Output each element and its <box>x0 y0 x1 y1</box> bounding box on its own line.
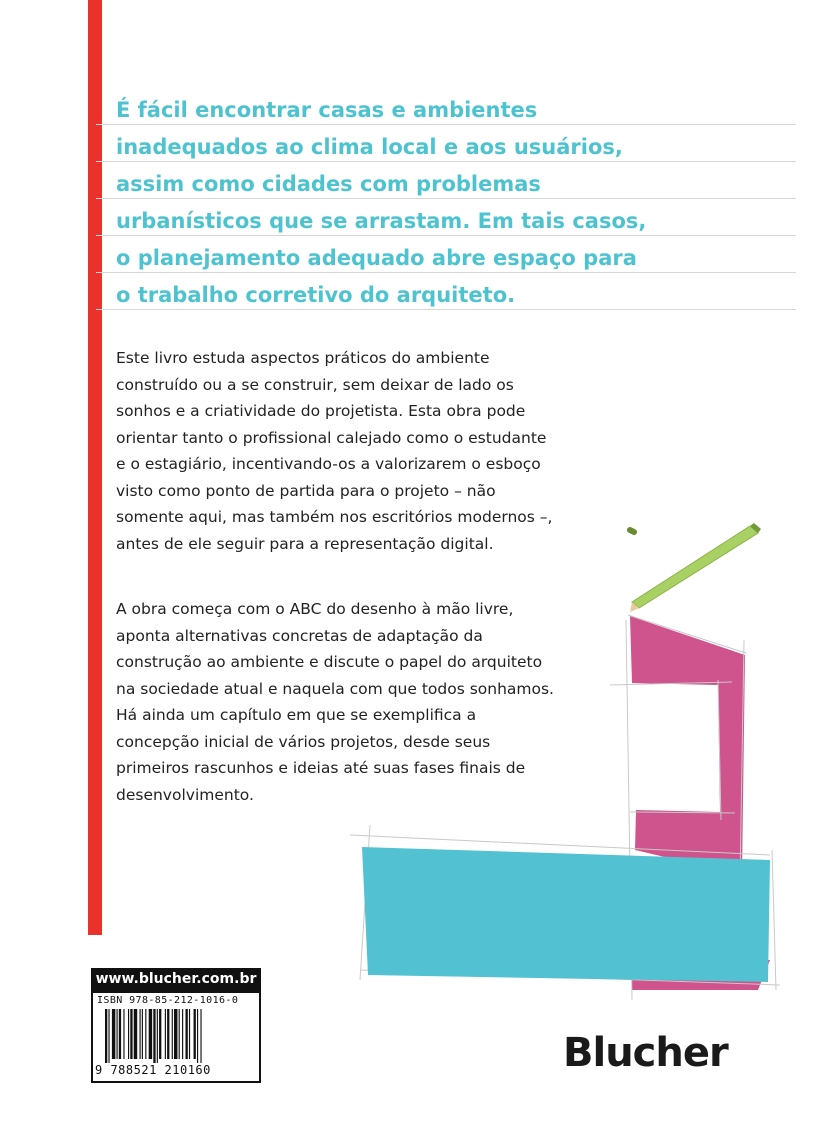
text-line: visto como ponto de partida para o projeto – não <box>116 481 496 500</box>
text-line: concepção inicial de vários projetos, desde seus <box>116 732 491 751</box>
barcode-bar <box>186 1009 188 1059</box>
barcode-bar <box>149 1009 152 1059</box>
barcode-bar <box>145 1009 146 1059</box>
text-line: na sociedade atual e naquela com que todos sonhamos. <box>116 679 554 698</box>
pink-sketch-shape <box>630 616 745 875</box>
pull-quote-line: inadequados ao clima local e aos usuários, <box>116 129 716 166</box>
barcode-bar <box>123 1009 124 1059</box>
barcode-bar <box>108 1009 109 1063</box>
pull-quote <box>116 92 716 314</box>
barcode-bar <box>142 1009 143 1059</box>
pull-quote-line: o planejamento adequado abre espaço para <box>116 240 716 277</box>
pull-quote-line: o trabalho corretivo do arquiteto. <box>116 277 716 314</box>
sketch-illustration <box>340 520 780 1020</box>
text-line: Há ainda um capítulo em que se exemplifica a <box>116 706 477 724</box>
pull-quote-line: assim como cidades com problemas <box>116 166 716 203</box>
barcode-bar <box>182 1009 183 1059</box>
barcode-bar <box>165 1009 166 1059</box>
barcode-digits: 9 788521 210160 <box>95 1063 211 1077</box>
barcode-bar <box>128 1009 129 1059</box>
pull-quote-line: É fácil encontrar casas e ambientes <box>116 92 716 129</box>
barcode-bar <box>174 1009 177 1059</box>
text-line: construído ou a se construir, sem deixar de lado os <box>116 375 514 394</box>
barcode-bar <box>189 1009 190 1059</box>
barcode-bar <box>117 1009 118 1059</box>
text-line: e o estagiário, incentivando-os a valorizarem o esboço <box>116 455 541 473</box>
text-line: antes de ele seguir para a representação digital. <box>116 534 494 553</box>
text-line: Este livro estuda aspectos práticos do ambiente <box>116 349 490 367</box>
pull-quote-line: urbanísticos que se arrastam. Em tais casos, <box>116 203 716 240</box>
text-line: desenvolvimento. <box>116 785 254 804</box>
barcode-bar <box>153 1009 155 1063</box>
barcode-bar <box>112 1009 115 1059</box>
barcode-bar <box>105 1009 107 1063</box>
text-line: primeiros rascunhos e ideias até suas fases finais de <box>116 759 526 777</box>
barcode-bar <box>140 1009 141 1059</box>
pencil-icon <box>630 523 761 612</box>
barcode-bar <box>179 1009 180 1059</box>
text-line: sonhos e a criatividade do projetista. Esta obra pode <box>116 402 526 420</box>
publisher-logo: Blucher <box>563 1030 728 1076</box>
barcode-bar <box>130 1009 132 1059</box>
publisher-website[interactable]: www.blucher.com.br <box>91 968 261 991</box>
barcode-bar <box>167 1009 169 1059</box>
barcode-bar <box>200 1009 201 1063</box>
barcode-bar <box>197 1009 198 1063</box>
isbn-label: ISBN 978-85-212-1016-0 <box>97 995 239 1006</box>
barcode-bar <box>157 1009 158 1063</box>
text-line: somente aqui, mas também nos escritórios modernos –, <box>116 508 553 526</box>
text-line: orientar tanto o profissional calejado como o estudante <box>116 428 547 447</box>
barcode-bar <box>119 1009 121 1059</box>
red-margin-stripe <box>88 0 102 935</box>
barcode-bars <box>105 1009 249 1063</box>
barcode-bar <box>172 1009 173 1059</box>
barcode-bar <box>194 1009 196 1059</box>
cyan-sketch-block <box>362 847 770 982</box>
barcode-bar <box>159 1009 161 1059</box>
text-line: aponta alternativas concretas de adaptação da <box>116 626 483 645</box>
barcode-bar <box>134 1009 137 1059</box>
text-line: construção ao ambiente e discute o papel do arquiteto <box>116 653 543 671</box>
isbn-barcode <box>91 991 261 1083</box>
text-line: A obra começa com o ABC do desenho à mão livre, <box>116 600 514 618</box>
